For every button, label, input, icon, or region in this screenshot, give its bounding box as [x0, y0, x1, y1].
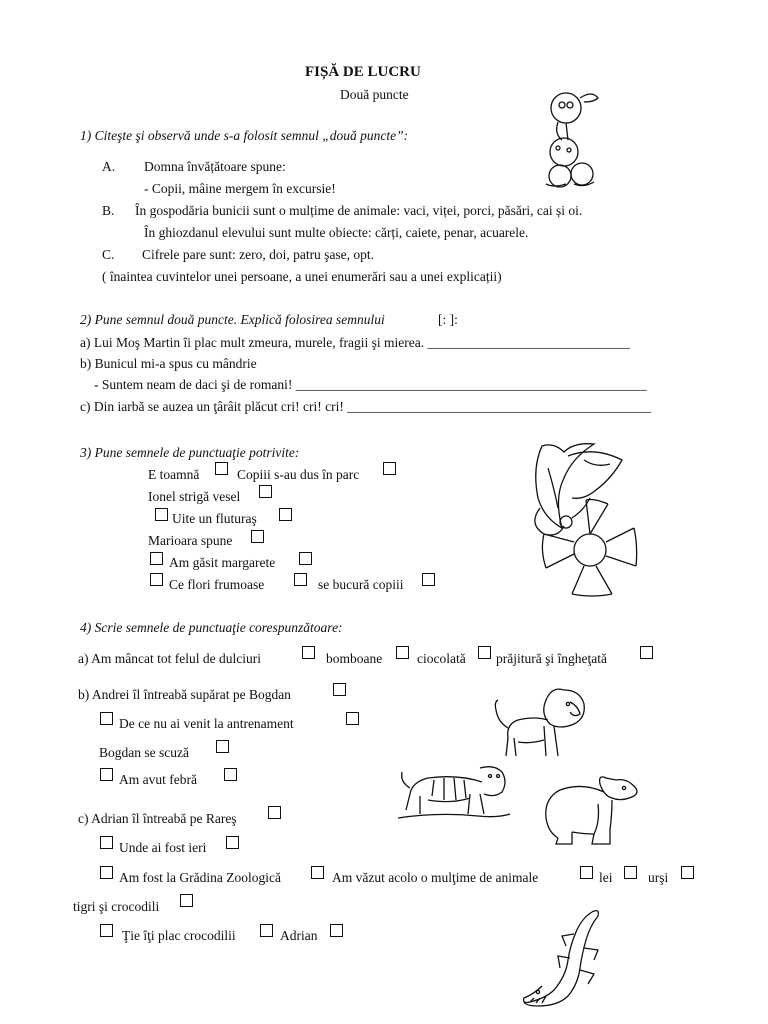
cartoon-figure-icon: [536, 88, 606, 190]
answer-box[interactable]: [224, 768, 237, 781]
ex1-c-line1: Cifrele pare sunt: zero, doi, patru şase, opt.: [142, 247, 375, 262]
ex2-b-line1: b) Bunicul mi-a spus cu mândrie: [80, 356, 257, 371]
ex4-c-line3c: lei: [599, 870, 613, 885]
answer-box[interactable]: [330, 924, 343, 937]
page-title: FIȘĂ DE LUCRU: [305, 64, 421, 80]
answer-box[interactable]: [226, 836, 239, 849]
answer-box[interactable]: [100, 768, 113, 781]
answer-box[interactable]: [155, 508, 168, 521]
ex4-c-line5b: Adrian: [280, 928, 318, 943]
ex4-b-line1: b) Andrei îl întreabă supărat pe Bogdan: [78, 687, 291, 702]
tiger-icon: [398, 760, 514, 822]
answer-box[interactable]: [215, 462, 228, 475]
answer-box[interactable]: [150, 552, 163, 565]
ex4-c-line4: tigri şi crocodili: [73, 899, 160, 914]
answer-box[interactable]: [100, 866, 113, 879]
ex4-b-line3: Bogdan se scuză: [99, 745, 189, 760]
answer-box[interactable]: [640, 646, 653, 659]
ex3-line6a: Ce flori frumoase: [169, 577, 265, 592]
page-subtitle: Două puncte: [340, 87, 409, 102]
ex4-a-part1: a) Am mâncat tot felul de dulciuri: [78, 651, 261, 666]
answer-box[interactable]: [624, 866, 637, 879]
ex4-c-line3a: Am fost la Grădina Zoologică: [119, 870, 281, 885]
answer-box[interactable]: [260, 924, 273, 937]
answer-box[interactable]: [478, 646, 491, 659]
ex4-c-line5a: Ţie îţi plac crocodilii: [122, 928, 236, 943]
ex4-a-part4: prăjitură şi îngheţată: [496, 651, 607, 666]
ex3-line2: Ionel strigă vesel: [148, 489, 241, 504]
ex3-line3: Uite un fluturaş: [172, 511, 257, 526]
ex2-c[interactable]: c) Din iarbă se auzea un ţârâit plăcut cri! cri! cri! _____________________________________________: [80, 399, 651, 414]
answer-box[interactable]: [251, 530, 264, 543]
ex1-b-line1: În gospodăria bunicii sunt o mulțime de animale: vaci, viței, porci, păsări, cai și oi.: [135, 203, 583, 218]
ex1-note: ( înaintea cuvintelor unei persoane, a unei enumerări sau a unei explicații): [102, 269, 502, 284]
answer-box[interactable]: [422, 573, 435, 586]
answer-box[interactable]: [259, 485, 272, 498]
ex1-a-letter: A.: [102, 159, 116, 174]
ex1-b-letter: B.: [102, 203, 115, 218]
ex3-line4: Marioara spune: [148, 533, 233, 548]
answer-box[interactable]: [333, 683, 346, 696]
ex2-b-line2[interactable]: - Suntem neam de daci şi de romani! ____________________________________________________: [94, 377, 647, 392]
answer-box[interactable]: [346, 712, 359, 725]
answer-box[interactable]: [311, 866, 324, 879]
ex4-a-part2: bomboane: [326, 651, 383, 666]
ex3-prompt: 3) Pune semnele de punctuaţie potrivite:: [80, 445, 300, 460]
answer-box[interactable]: [580, 866, 593, 879]
bear-icon: [538, 772, 642, 848]
answer-box[interactable]: [681, 866, 694, 879]
ex4-a-part3: ciocolată: [417, 651, 466, 666]
ex1-a-line1: Domna învățătoare spune:: [144, 159, 286, 174]
answer-box[interactable]: [302, 646, 315, 659]
answer-box[interactable]: [100, 836, 113, 849]
ex3-line1b: Copiii s-au dus în parc: [237, 467, 360, 482]
ex4-b-line4: Am avut febră: [119, 772, 197, 787]
crocodile-icon: [518, 906, 610, 1010]
ex1-b-line2: În ghiozdanul elevului sunt multe obiecte: cărți, caiete, penar, acuarele.: [144, 225, 529, 240]
ex3-line6b: se bucură copiii: [318, 577, 404, 592]
answer-box[interactable]: [216, 740, 229, 753]
answer-box[interactable]: [100, 712, 113, 725]
answer-box[interactable]: [180, 894, 193, 907]
ex4-c-line3d: urşi: [648, 870, 669, 885]
answer-box[interactable]: [294, 573, 307, 586]
answer-box[interactable]: [268, 806, 281, 819]
ex4-prompt: 4) Scrie semnele de punctuaţie corespunzătoare:: [80, 620, 343, 635]
ex2-prompt: 2) Pune semnul două puncte. Explică folosirea semnului: [80, 312, 385, 327]
ex1-c-letter: C.: [102, 247, 115, 262]
answer-box[interactable]: [396, 646, 409, 659]
ex2-prompt-symbol: [: ]:: [438, 312, 458, 327]
ex1-a-line2: - Copii, mâine mergem în excursie!: [144, 181, 336, 196]
answer-box[interactable]: [383, 462, 396, 475]
ex3-line1a: E toamnă: [148, 467, 200, 482]
ex3-line5: Am găsit margarete: [169, 555, 276, 570]
ex4-c-line2: Unde ai fost ieri: [119, 840, 207, 855]
answer-box[interactable]: [299, 552, 312, 565]
butterfly-flower-icon: [524, 438, 640, 598]
answer-box[interactable]: [100, 924, 113, 937]
ex4-c-line3b: Am văzut acolo o mulţime de animale: [332, 870, 539, 885]
answer-box[interactable]: [279, 508, 292, 521]
ex4-b-line2: De ce nu ai venit la antrenament: [119, 716, 294, 731]
ex1-prompt: 1) Citeşte şi observă unde s-a folosit semnul „două puncte”:: [80, 128, 409, 143]
answer-box[interactable]: [150, 573, 163, 586]
ex2-a[interactable]: a) Lui Moş Martin îi plac mult zmeura, murele, fragii şi mierea. ______________________________: [80, 335, 631, 350]
lion-icon: [494, 682, 606, 762]
ex4-c-line1: c) Adrian îl întreabă pe Rareş: [78, 811, 237, 826]
